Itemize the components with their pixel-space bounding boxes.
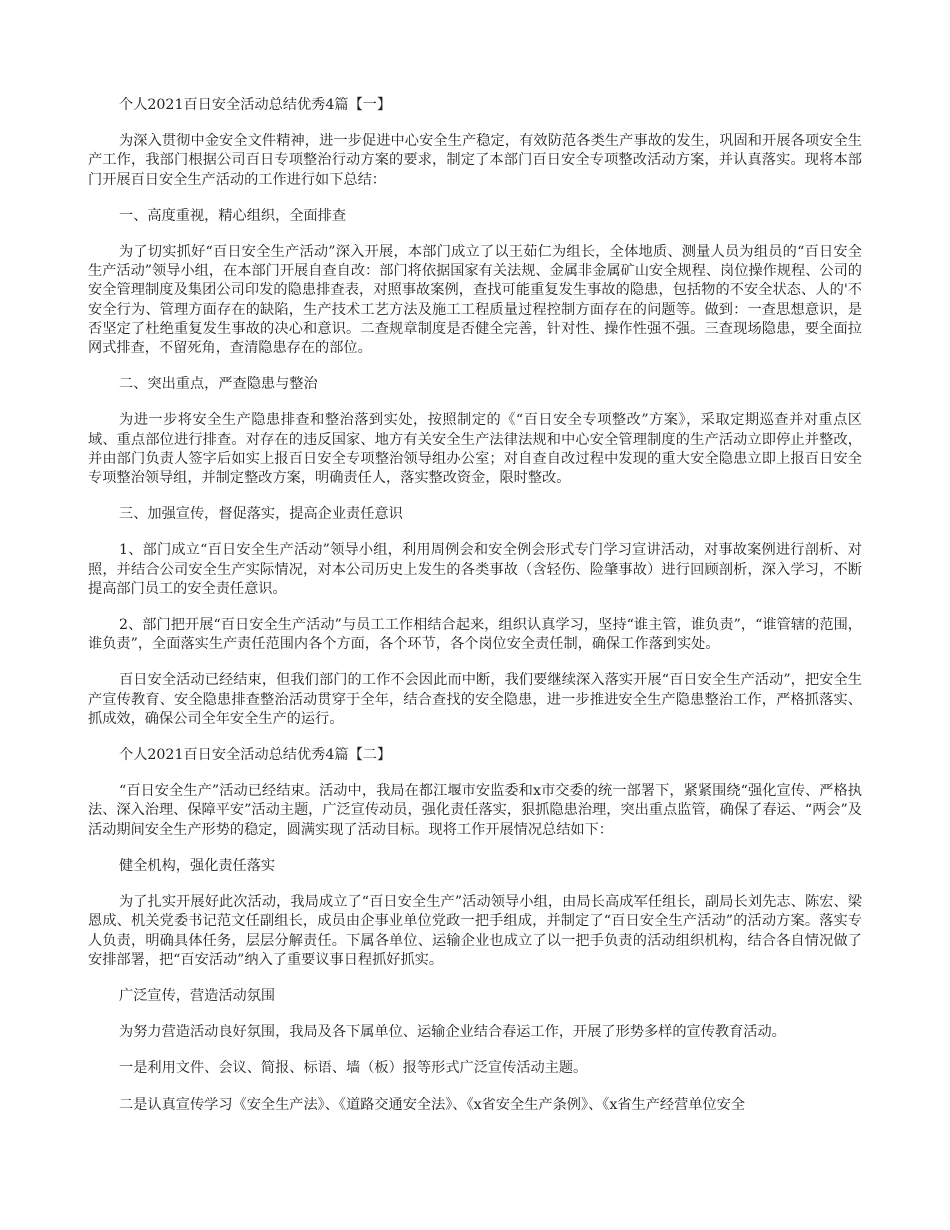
subheading-2: 二、突出重点，严查隐患与整治 [119, 376, 318, 393]
paragraph-organization: 为了切实抓好“百日安全生产活动”深入开展，本部门成立了以王茹仁为组长，全体地质、测量人员为组员的“百日安全生产活动”领导小组，在本部门开展自查自改：部门将依据国家有关法规、金属非金属矿山安全规程、岗位操作规程、公司的安全管理制度及集团公司印发的隐患排查表，对照事故案例，查找可能重复发生事故的隐患，包括物的不安全状态、人的'不安全行为、管理方面存在的缺陷，生产技术工艺方法及施工工程质量过程控制方面存在的问题等。做到：一查思想意识，是否坚定了杜绝重复发生事故的决心和意识。二查规章制度是否健全完善，针对性、操作性强不强。三查现场隐患，要全面拉网式排查，不留死角，查清隐患存在的部位。 [88, 244, 862, 357]
paragraph-leadership: 为了扎实开展好此次活动，我局成立了“百日安全生产”活动领导小组，由局长高成军任组长，副局长刘先志、陈宏、梁恩成、机关党委书记范文任副组长，成员由企事业单位党政一把手组成，并制定了“百日安全生产活动”的活动方案。落实专人负责，明确具体任务，层层分解责任。下属各单位、运输企业也成立了以一把手负责的活动组织机构，结合各自情况做了安排部署，把“百安活动”纳入了重要议事日程抓好抓实。 [88, 894, 862, 968]
section-title-2: 个人2021百日安全活动总结优秀4篇【二】 [119, 747, 392, 764]
subheading-5: 广泛宣传，营造活动氛围 [119, 987, 276, 1004]
paragraph-item-2: 2、部门把开展“百日安全生产活动”与员工工作相结合起来，组织认真学习，坚持“谁主管，谁负责”，“谁管辖的范围，谁负责”，全面落实生产责任范围内各个方面，各个环节，各个岗位安全责任制，确保工作落到实处。 [88, 617, 862, 653]
paragraph-point-2: 二是认真宣传学习《安全生产法》、《道路交通安全法》、《x省安全生产条例》、《x省生产经营单位安全 [119, 1096, 746, 1113]
subheading-4: 健全机构，强化责任落实 [119, 857, 276, 874]
paragraph-intro: 为深入贯彻中金安全文件精神，进一步促进中心安全生产稳定，有效防范各类生产事故的发生，巩固和开展各项安全生产工作，我部门根据公司百日专项整治行动方案的要求，制定了本部门百日安全专项整改活动方案，并认真落实。现将本部门开展百日安全生产活动的工作进行如下总结： [88, 133, 862, 188]
paragraph-point-1: 一是利用文件、会议、简报、标语、墙（板）报等形式广泛宣传活动主题。 [119, 1060, 588, 1077]
paragraph-publicity: 为努力营造活动良好氛围，我局及各下属单位、运输企业结合春运工作，开展了形势多样的宣传教育活动。 [119, 1024, 786, 1041]
paragraph-summary: “百日安全生产”活动已经结束。活动中，我局在都江堰市安监委和x市交委的统一部署下，紧紧围绕“强化宣传、严格执法、深入治理、保障平安”活动主题，广泛宣传动员，强化责任落实，狠抓隐患治理，突出重点监管，确保了春运、“两会”及活动期间安全生产形势的稳定，圆满实现了活动目标。现将工作开展情况总结如下： [88, 783, 862, 838]
section-title-1: 个人2021百日安全活动总结优秀4篇【一】 [119, 97, 392, 113]
paragraph-conclusion: 百日安全活动已经结束，但我们部门的工作不会因此而中断，我们要继续深入落实开展“百日安全生产活动”，把安全生产宣传教育、安全隐患排查整治活动贯穿于全年，结合查找的安全隐患，进一步推进安全生产隐患整治工作，严格抓落实、抓成效，确保公司全年安全生产的运行。 [88, 672, 862, 727]
subheading-1: 一、高度重视，精心组织，全面排查 [119, 207, 347, 224]
document-page [88, 96, 862, 1132]
subheading-3: 三、加强宣传，督促落实，提高企业责任意识 [119, 506, 403, 523]
paragraph-item-1: 1、部门成立“百日安全生产活动”领导小组，利用周例会和安全例会形式专门学习宣讲活动，对事故案例进行剖析、对照，并结合公司安全生产实际情况，对本公司历史上发生的各类事故（含轻伤、险肇事故）进行回顾剖析，深入学习，不断提高部门员工的安全责任意识。 [88, 542, 862, 597]
paragraph-hazard-check: 为进一步将安全生产隐患排查和整治落到实处，按照制定的《“百日安全专项整改”方案》，采取定期巡查并对重点区域、重点部位进行排查。对存在的违反国家、地方有关安全生产法律法规和中心安全管理制度的生产活动立即停止并整改，并由部门负责人签字后如实上报百日安全专项整治领导组办公室；对自查自改过程中发现的重大安全隐患立即上报百日安全专项整治领导组，并制定整改方案，明确责任人，落实整改资金，限时整改。 [88, 412, 862, 487]
